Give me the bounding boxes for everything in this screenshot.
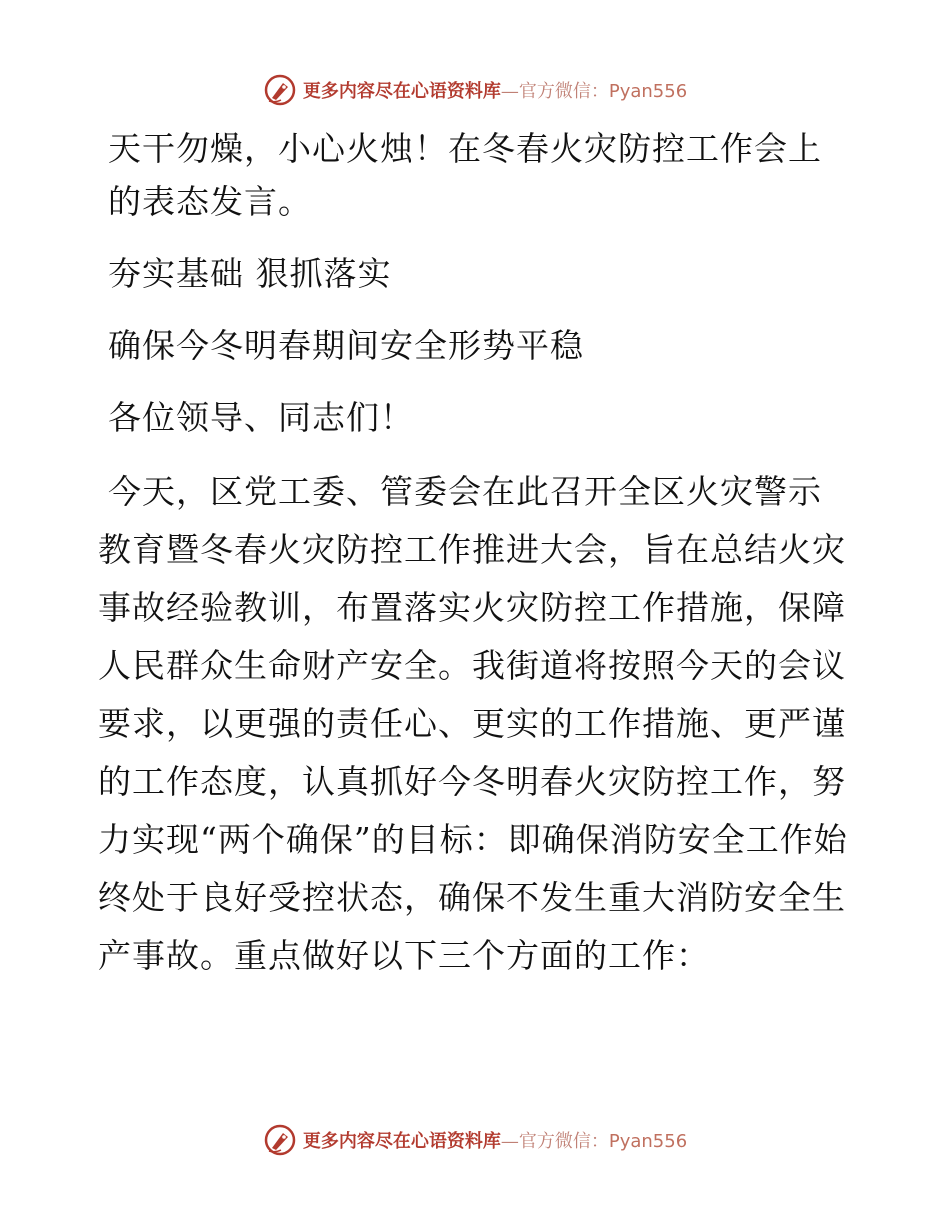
header-watermark xyxy=(0,70,950,110)
heading-1: 夯实基础 狠抓落实 xyxy=(108,254,392,293)
body-paragraph: 今天，区党工委、管委会在此召开全区火灾警示教育暨冬春火灾防控工作推进大会，旨在总结火灾事故经验教训，布置落实火灾防控工作措施，保障人民群众生命财产安全。我街道将按照今天的会议要求，以更强的责任心、更实的工作措施、更严谨的工作态度，认真抓好今冬明春火灾防控工作，努力实现“两个确保”的目标：即确保消防安全工作始终处于良好受控状态，确保不发生重大消防安全生产事故。重点做好以下三个方面的工作： xyxy=(98,472,848,975)
footer-watermark xyxy=(0,1120,950,1160)
watermark-brand: 更多内容尽在心语资料库 xyxy=(302,81,501,102)
greeting: 各位领导、同志们！ xyxy=(108,398,414,437)
watermark-dash: — xyxy=(500,1131,519,1152)
document-title: 天干勿燥，小心火烛！在冬春火灾防控工作会上的表态发言。 xyxy=(108,129,822,221)
watermark-brand: 更多内容尽在心语资料库 xyxy=(302,1131,501,1152)
heading-2: 确保今冬明春期间安全形势平稳 xyxy=(108,326,584,365)
watermark-text xyxy=(303,77,687,103)
pen-nib-logo-icon xyxy=(263,1123,297,1157)
watermark-wechat-label: 官方微信： xyxy=(518,1131,609,1152)
watermark-wechat-label: 官方微信： xyxy=(518,81,609,102)
watermark-text xyxy=(303,1127,687,1153)
watermark-wechat-id: Pyan556 xyxy=(608,1131,688,1152)
watermark-wechat-id: Pyan556 xyxy=(608,81,688,102)
pen-nib-logo-icon xyxy=(263,73,297,107)
document-body xyxy=(98,122,850,1004)
watermark-dash: — xyxy=(500,81,519,102)
